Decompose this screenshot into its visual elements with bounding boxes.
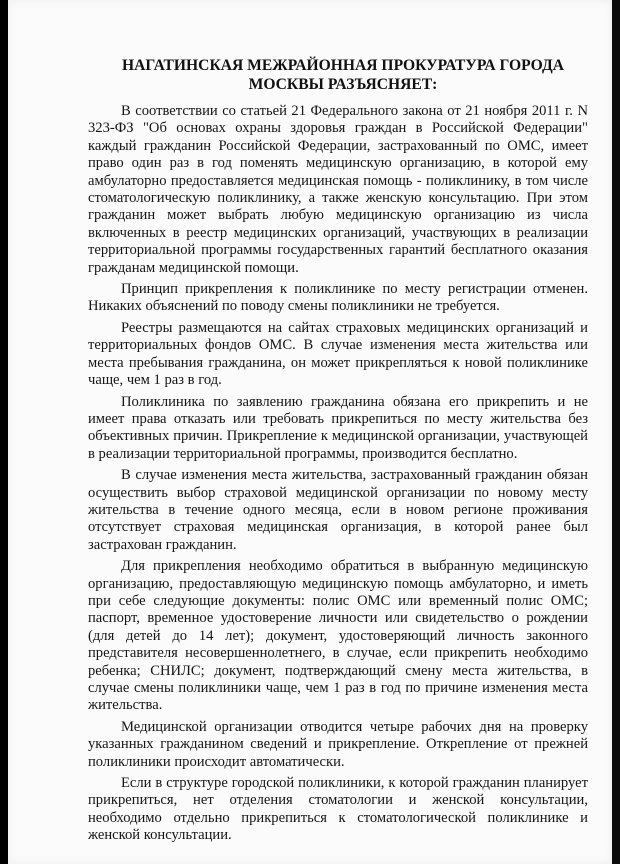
paragraph: Медицинской организации отводится четыре рабочих дня на проверку указанных гражданином сведений и прикрепление. Открепление от прежней поликлиники происходит автоматически.: [88, 718, 588, 770]
document-body: [88, 103, 588, 849]
paragraph: Поликлиника по заявлению гражданина обязана его прикрепить и не имеет права отказать или требовать прикрепиться по месту жительства без объективных причин. Прикрепление к медицинской организации, участвующей в реализации территориальной программы, производится бесплатно.: [88, 393, 588, 462]
paragraph: Для прикрепления необходимо обратиться в выбранную медицинскую организацию, предоставляющую медицинскую помощь амбулаторно, и иметь при себе следующие документы: полис ОМС или временный полис ОМС; паспорт, временное удостоверение личности или свидетельство о рождении (для детей до 14 лет); документ, удостоверяющий личность законного представителя несовершеннолетнего, в случае, если прикрепить необходимо ребенка; СНИЛС; документ, подтверждающий смену места жительства, в случае смены поликлиники чаще, чем 1 раз в год по причине изменения места жительства.: [88, 558, 588, 714]
page-edge: [612, 0, 620, 864]
document-page: [8, 0, 612, 864]
document-title: НАГАТИНСКАЯ МЕЖРАЙОННАЯ ПРОКУРАТУРА ГОРОДА МОСКВЫ РАЗЪЯСНЯЕТ:: [122, 57, 564, 93]
paragraph: Принцип прикрепления к поликлинике по месту регистрации отменен. Никаких объяснений по поводу смены поликлиники не требуется.: [88, 281, 588, 315]
paragraph: В соответствии со статьей 21 Федерального закона от 21 ноября 2011 г. N 323-ФЗ "Об основах охраны здоровья граждан в Российской Федерации" каждый гражданин Российской Федерации, застрахованный по ОМС, имеет право один раз в год поменять медицинскую организацию, в которой ему амбулаторно предоставляется медицинская помощь - поликлинику, в том числе стоматологическую поликлинику, а также женскую консультацию. При этом гражданин может выбрать любую медицинскую организацию из числа включенных в реестр медицинских организаций, участвующих в реализации территориальной программы государственных гарантий бесплатного оказания гражданам медицинской помощи.: [88, 103, 588, 276]
paragraph: Если в структуре городской поликлиники, к которой гражданин планирует прикрепиться, нет отделения стоматологии и женской консультации, необходимо отдельно прикрепиться к стоматологической поликлинике и женской консультации.: [88, 775, 588, 844]
paragraph: В случае изменения места жительства, застрахованный гражданин обязан осуществить выбор страховой медицинской организации по новому месту жительства в течение одного месяца, если в новом регионе проживания отсутствует страховая медицинская организация, в которой ранее был застрахован гражданин.: [88, 467, 588, 553]
paragraph: Реестры размещаются на сайтах страховых медицинских организаций и территориальных фондов ОМС. В случае изменения места жительства или места пребывания гражданина, он может прикрепляться к новой поликлинике чаще, чем 1 раз в год.: [88, 319, 588, 389]
